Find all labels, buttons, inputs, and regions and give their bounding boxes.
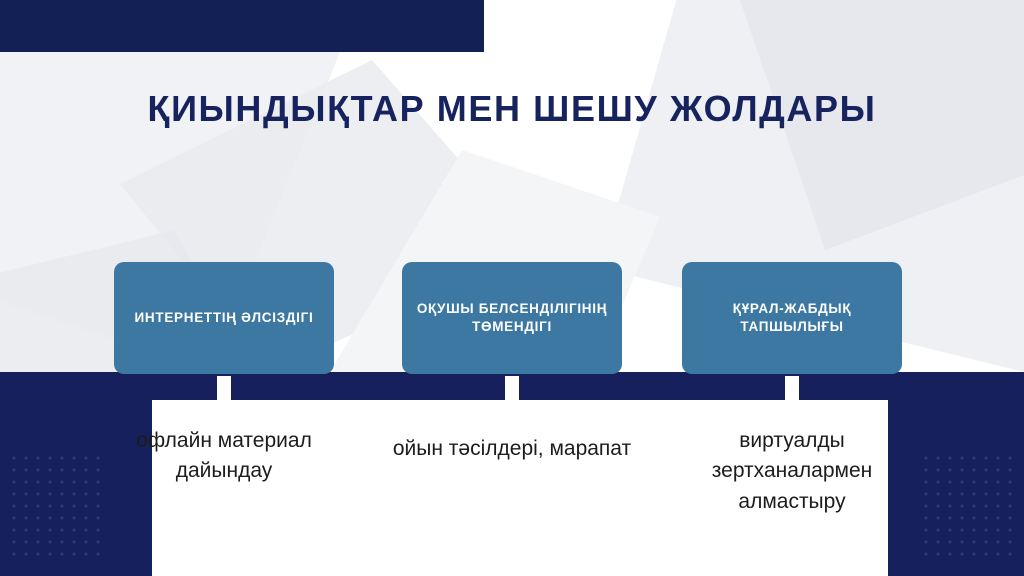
column-3 [652,262,932,517]
top-left-bar [0,0,484,52]
arrow-wrap-1 [84,376,364,420]
column-1 [84,262,364,487]
problem-chip-2: ОҚУШЫ БЕЛСЕНДІЛІГІНІҢ ТӨМЕНДІГІ [402,262,622,374]
solution-text-3: виртуалды зертханалармен алмастыру [711,429,873,513]
problem-chip-3: ҚҰРАЛ-ЖАБДЫҚ ТАПШЫЛЫҒЫ [682,262,902,374]
arrow-wrap-2 [372,376,652,420]
down-arrow-icon [211,376,237,418]
down-arrow-icon [499,376,525,418]
column-2 [372,262,652,464]
arrow-wrap-3 [652,376,932,420]
problem-chip-1: ИНТЕРНЕТТІҢ ӘЛСІЗДІГІ [114,262,334,374]
down-arrow-icon [779,376,805,418]
solution-text-1: офлайн материал дайындау [136,429,312,483]
columns-container [0,262,1024,576]
solution-text-2: ойын тәсілдері, марапат [392,437,632,460]
page-title: ҚИЫНДЫҚТАР МЕН ШЕШУ ЖОЛДАРЫ [147,88,877,129]
